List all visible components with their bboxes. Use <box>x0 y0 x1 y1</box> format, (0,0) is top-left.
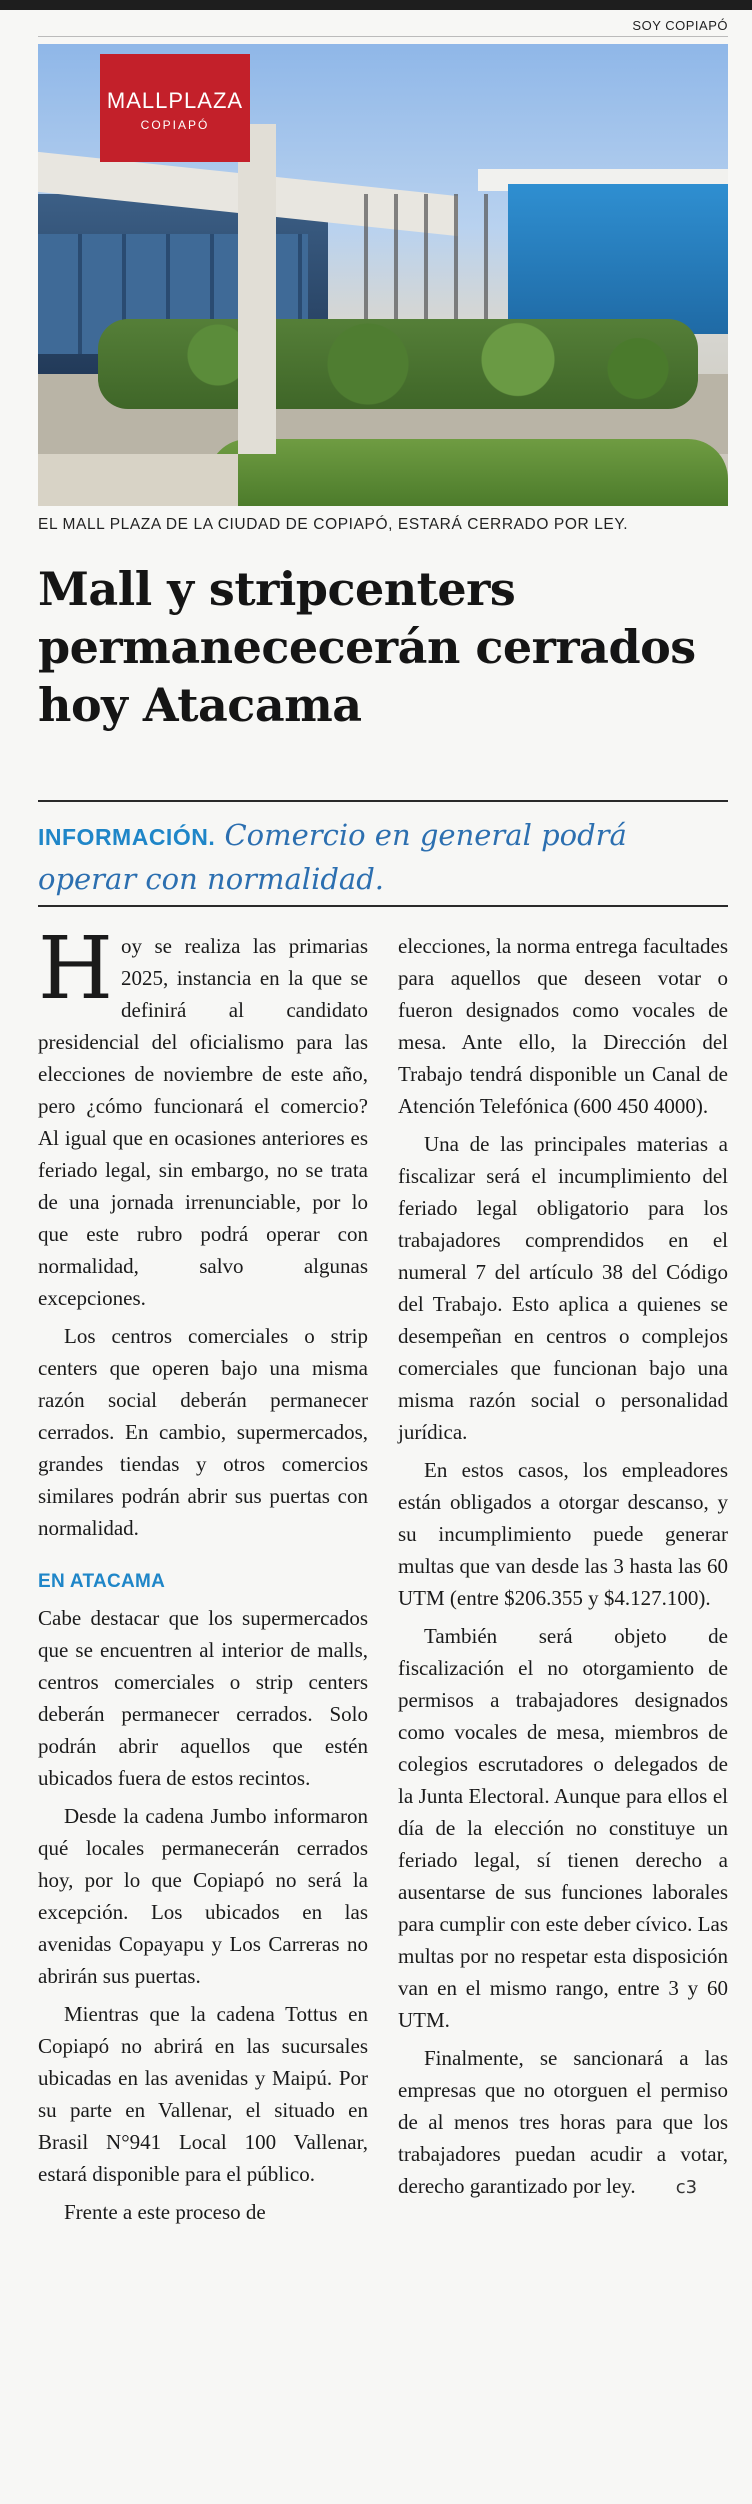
article-photo <box>38 44 728 506</box>
headline: Mall y stripcenters permanececerán cerrados hoy Atacama <box>38 562 696 732</box>
paragraph: Hoy se realiza las primarias 2025, instancia en la que se definirá al candidato presidencial del oficialismo para las elecciones de noviembre de este año, pero ¿cómo funcionará el comercio? Al igual que en ocasiones anteriores es feriado legal, sin embargo, no se trata de una jornada irrenunciable, por lo que este rubro podrá operar con normalidad, salvo algunas excepciones. <box>38 919 368 1310</box>
paragraph: Cabe destacar que los supermercados que se encuentren al interior de malls, centros comerciales o strip centers deberán permanecer cerrados. Solo podrán abrir aquellos que estén ubicados fuera de estos recintos. <box>38 1606 368 1790</box>
subheading: EN ATACAMA <box>38 1571 166 1592</box>
lead-text: Comercio en general podrá operar con normalidad. <box>38 818 627 896</box>
paragraph: También será objeto de fiscalización el no otorgamiento de permisos a trabajadores designados como vocales de mesa, miembros de colegios escrutadores o delegados de la Junta Electoral. Aunque para ellos el día de la elección no constituye un feriado legal, sí tienen derecho a ausentarse de sus funciones laborales para cumplir con este deber cívico. Las multas por no respetar esta disposición van en el mismo rango, entre 3 y 60 UTM. <box>398 1624 728 2032</box>
divider <box>38 905 728 907</box>
column-right <box>398 930 728 2210</box>
paragraph: Finalmente, se sancionará a las empresas que no otorguen el permiso de al menos tres horas para que los trabajadores puedan acudir a votar, derecho garantizado por ley. ᴄ3 <box>398 2042 728 2204</box>
lead <box>38 814 728 900</box>
mall-sign-text: MALLPLAZA <box>106 88 244 113</box>
end-mark-icon: ᴄ3 <box>675 2177 698 2198</box>
paragraph: Desde la cadena Jumbo informaron qué locales permanecerán cerrados hoy, por lo que Copiapó no será la excepción. Los ubicados en las avenidas Copayapu y Los Carreras no abrirán sus puertas. <box>38 1804 368 1988</box>
divider <box>38 800 728 802</box>
paragraph: elecciones, la norma entrega facultades para aquellos que deseen votar o fueron designados como vocales de mesa. Ante ello, la Dirección del Trabajo tendrá disponible un Canal de Atención Telefónica (600 450 4000). <box>398 934 728 1118</box>
section-label: SOY COPIAPÓ <box>632 18 728 33</box>
mall-sign-subtext: COPIAPÓ <box>140 118 210 132</box>
paragraph: Mientras que la cadena Tottus en Copiapó no abrirá en las sucursales ubicadas en las avenidas y Maipú. Por su parte en Vallenar, el situado en Brasil N°941 Local 100 Vallenar, estará disponible para el público. <box>38 2002 368 2186</box>
paragraph: Los centros comerciales o strip centers que operen bajo una misma razón social deberán permanecer cerrados. En cambio, supermercados, grandes tiendas y otros comercios similares podrán abrir sus puertas con normalidad. <box>38 1324 368 1540</box>
lead-kicker: INFORMACIÓN. <box>38 824 216 850</box>
paragraph: Frente a este proceso de <box>64 2200 266 2224</box>
column-left <box>38 919 368 2234</box>
top-bar <box>0 0 752 10</box>
photo-caption: EL MALL PLAZA DE LA CIUDAD DE COPIAPÓ, ESTARÁ CERRADO POR LEY. <box>38 516 629 533</box>
paragraph: En estos casos, los empleadores están obligados a otorgar descanso, y su incumplimiento puede generar multas que van desde las 3 hasta las 60 UTM (entre $206.355 y $4.127.100). <box>398 1458 728 1610</box>
paragraph: Una de las principales materias a fiscalizar será el incumplimiento del feriado legal obligatorio para los trabajadores comprendidos en el numeral 7 del artículo 38 del Código del Trabajo. Esto aplica a quienes se desempeñan en centros o complejos comerciales que funcionan bajo una misma razón social o personalidad jurídica. <box>398 1132 728 1444</box>
divider <box>38 36 728 37</box>
drop-cap: H <box>38 919 113 1019</box>
